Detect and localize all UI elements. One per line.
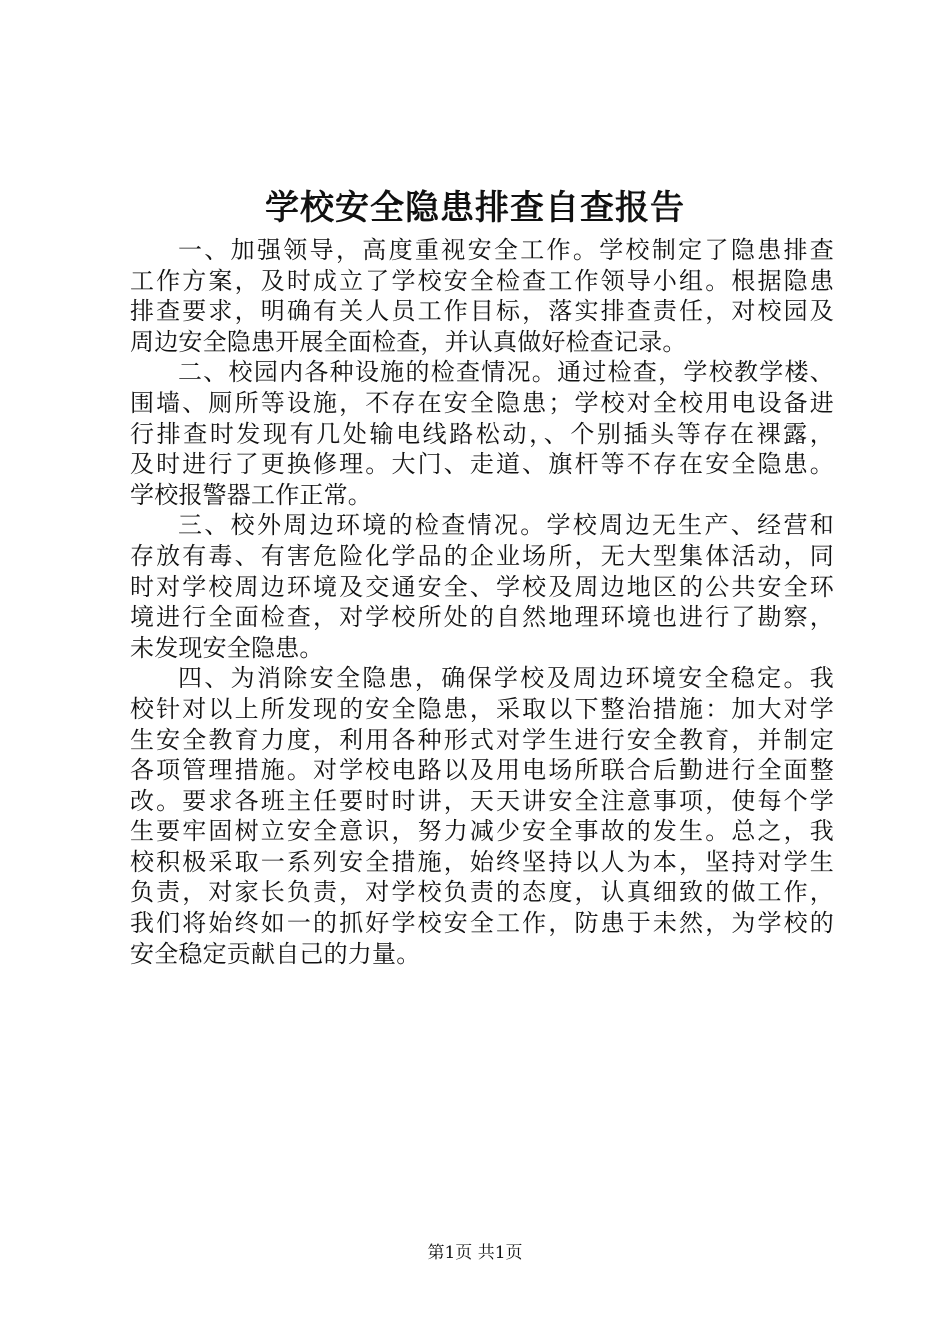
- page-footer: 第1页 共1页: [427, 1243, 523, 1263]
- paragraph-line: 时对学校周边环境及交通安全、学校及周边地区的公共安全环: [130, 572, 834, 601]
- paragraph-line: 存放有毒、有害危险化学品的企业场所，无大型集体活动，同: [130, 541, 834, 570]
- paragraph-line: 校针对以上所发现的安全隐患，采取以下整治措施：加大对学: [130, 694, 834, 723]
- paragraph-line: 未发现安全隐患。: [130, 633, 324, 662]
- paragraph-line: 一、加强领导，高度重视安全工作。学校制定了隐患排查: [178, 236, 834, 264]
- paragraph-1: [130, 235, 834, 357]
- paragraph-line: 工作方案，及时成立了学校安全检查工作领导小组。根据隐患: [130, 266, 834, 295]
- paragraph-line: 安全稳定贡献自己的力量。: [130, 939, 421, 968]
- paragraph-line: 改。要求各班主任要时时讲，天天讲安全注意事项，使每个学: [130, 786, 834, 815]
- document-title: 学校安全隐患排查自查报告: [265, 188, 685, 228]
- paragraph-line: 四、为消除安全隐患，确保学校及周边环境安全稳定。我: [178, 664, 834, 693]
- paragraph-line: 学校报警器工作正常。: [130, 480, 372, 509]
- paragraph-line: 生安全教育力度，利用各种形式对学生进行安全教育，并制定: [130, 725, 834, 754]
- paragraph-2: [130, 357, 834, 510]
- paragraph-line: 校积极采取一系列安全措施，始终坚持以人为本，坚持对学生: [130, 847, 834, 876]
- paragraph-line: 围墙、厕所等设施，不存在安全隐患；学校对全校用电设备进: [130, 388, 834, 417]
- paragraph-line: 周边安全隐患开展全面检查，并认真做好检查记录。: [130, 327, 687, 356]
- paragraph-3: [130, 510, 834, 663]
- paragraph-line: 排查要求，明确有关人员工作目标，落实排查责任，对校园及: [130, 297, 834, 326]
- document-body: [130, 235, 834, 969]
- paragraph-line: 各项管理措施。对学校电路以及用电场所联合后勤进行全面整: [130, 756, 834, 785]
- paragraph-4: [130, 663, 834, 969]
- paragraph-line: 负责，对家长负责，对学校负责的态度，认真细致的做工作，: [130, 878, 834, 907]
- paragraph-line: 三、校外周边环境的检查情况。学校周边无生产、经营和: [178, 511, 834, 540]
- paragraph-line: 行排查时发现有几处输电线路松动，、个别插头等存在裸露，: [130, 419, 834, 448]
- paragraph-line: 我们将始终如一的抓好学校安全工作，防患于未然，为学校的: [130, 909, 834, 938]
- paragraph-line: 及时进行了更换修理。大门、走道、旗杆等不存在安全隐患。: [130, 450, 834, 479]
- paragraph-line: 二、校园内各种设施的检查情况。通过检查，学校教学楼、: [178, 358, 834, 387]
- paragraph-line: 境进行全面检查，对学校所处的自然地理环境也进行了勘察，: [130, 603, 834, 632]
- paragraph-line: 生要牢固树立安全意识，努力减少安全事故的发生。总之，我: [130, 817, 834, 846]
